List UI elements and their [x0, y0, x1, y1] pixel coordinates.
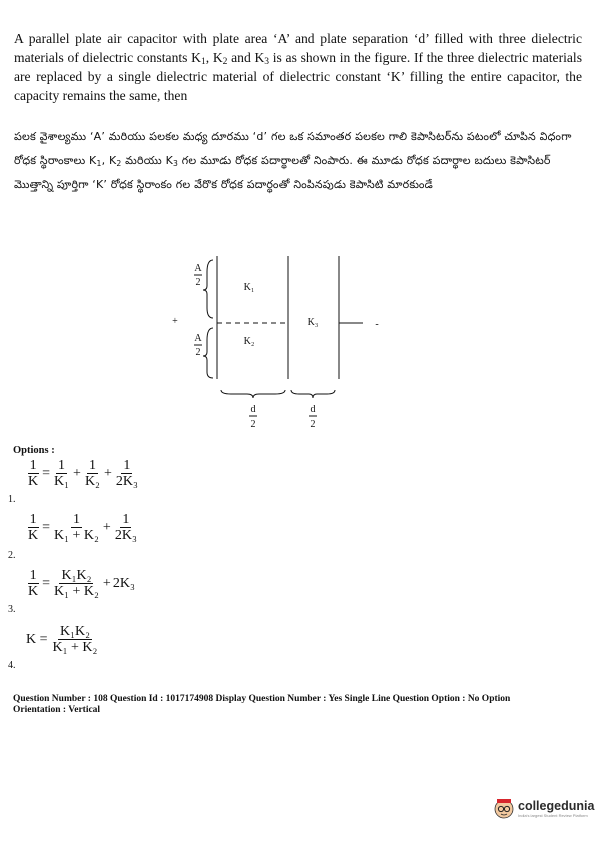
question-text-english: A parallel plate air capacitor with plate area ‘A’ and plate separation ‘d’ filled with three dielectric materials of dielectric constants $K_1$, $K_2$ and $K_3$ is as shown in the figure. If the three dielectric materials are replaced by a single dielectric material of dielectric constant ‘K’ filling the entire capacitor, the capacity remains the same, then	[14, 31, 582, 103]
minus-sign: -	[375, 319, 379, 330]
option-1[interactable]	[26, 458, 140, 489]
area-top-numerator: A	[194, 263, 202, 274]
area-top-denominator: 2	[195, 277, 201, 288]
area-bottom-denominator: 2	[195, 347, 201, 358]
brand-tagline: India's largest Student Review Platform	[518, 812, 588, 818]
options-title: Options :	[13, 445, 55, 456]
brace-bottom	[203, 328, 213, 378]
metadata-line-2: Orientation : Vertical	[13, 705, 101, 715]
option-3-equation: $\frac{1}{K}$ = $\frac{\text{K₁K₂}}{\text{K₁ + K₂}}$ + 2K₃	[28, 568, 135, 599]
option-1-number: 1.	[8, 494, 16, 505]
plus-sign: +	[172, 316, 178, 327]
question-metadata	[13, 694, 583, 716]
capacitor-diagram	[165, 252, 395, 438]
option-2[interactable]	[26, 512, 139, 543]
brace-d-left	[221, 390, 285, 398]
metadata-line-1: Question Number : 108 Question Id : 1017174908 Display Question Number : Yes Single Line Question Option : No Option	[13, 694, 511, 704]
d-right-numerator: d	[310, 404, 316, 415]
option-1-equation: $\frac{1}{K}$ = $\frac{1}{\text{K₁}}$ + $\frac{1}{\text{K₂}}$ + $\frac{1}{\text{2K₃}}$	[28, 458, 138, 489]
option-4[interactable]	[26, 624, 99, 655]
option-4-number: 4.	[8, 660, 16, 671]
mascot-icon	[493, 797, 515, 819]
brace-top	[203, 260, 213, 318]
k2-label: K₂	[243, 336, 255, 347]
brand-name: collegedunia	[518, 798, 595, 813]
option-3[interactable]	[26, 568, 135, 599]
area-bottom-numerator: A	[194, 333, 202, 344]
collegedunia-logo	[493, 797, 594, 819]
k3-label: K₃	[307, 317, 319, 328]
option-2-number: 2.	[8, 550, 16, 561]
option-3-number: 3.	[8, 604, 16, 615]
option-4-equation: K = $\frac{\text{K₁K₂}}{\text{K₁ + K₂}}$	[26, 624, 98, 655]
k1-label: K₁	[243, 282, 255, 293]
d-right-denominator: 2	[310, 419, 316, 430]
d-left-numerator: d	[250, 404, 256, 415]
question-text-telugu: పలక వైశాల్యము ‘A’ మరియు పలకల మధ్య దూరము ‘d’ గల ఒక సమాంతర పలకల గాలి కెపాసిటర్‌ను పటంలో చూపిన విధంగా రోధక స్థిరాంకాలు $K_1$, $K_2$ మరియు $K_3$ గల మూడు రోధక పదార్థాలతో నింపారు. ఈ మూడు రోధక పదార్థాల బదులు కెపాసిటర్ మొత్తాన్ని పూర్తిగా ‘K’ రోధక స్థిరాంకం గల వేరొక రోధక పదార్థంతో నింపినపుడు కెపాసిటి మారకుండే	[14, 130, 572, 191]
d-left-denominator: 2	[250, 419, 256, 430]
option-2-equation: $\frac{1}{K}$ = $\frac{1}{\text{K₁ + K₂}}$ + $\frac{1}{\text{2K₃}}$	[28, 512, 137, 543]
brace-d-right	[291, 390, 335, 398]
